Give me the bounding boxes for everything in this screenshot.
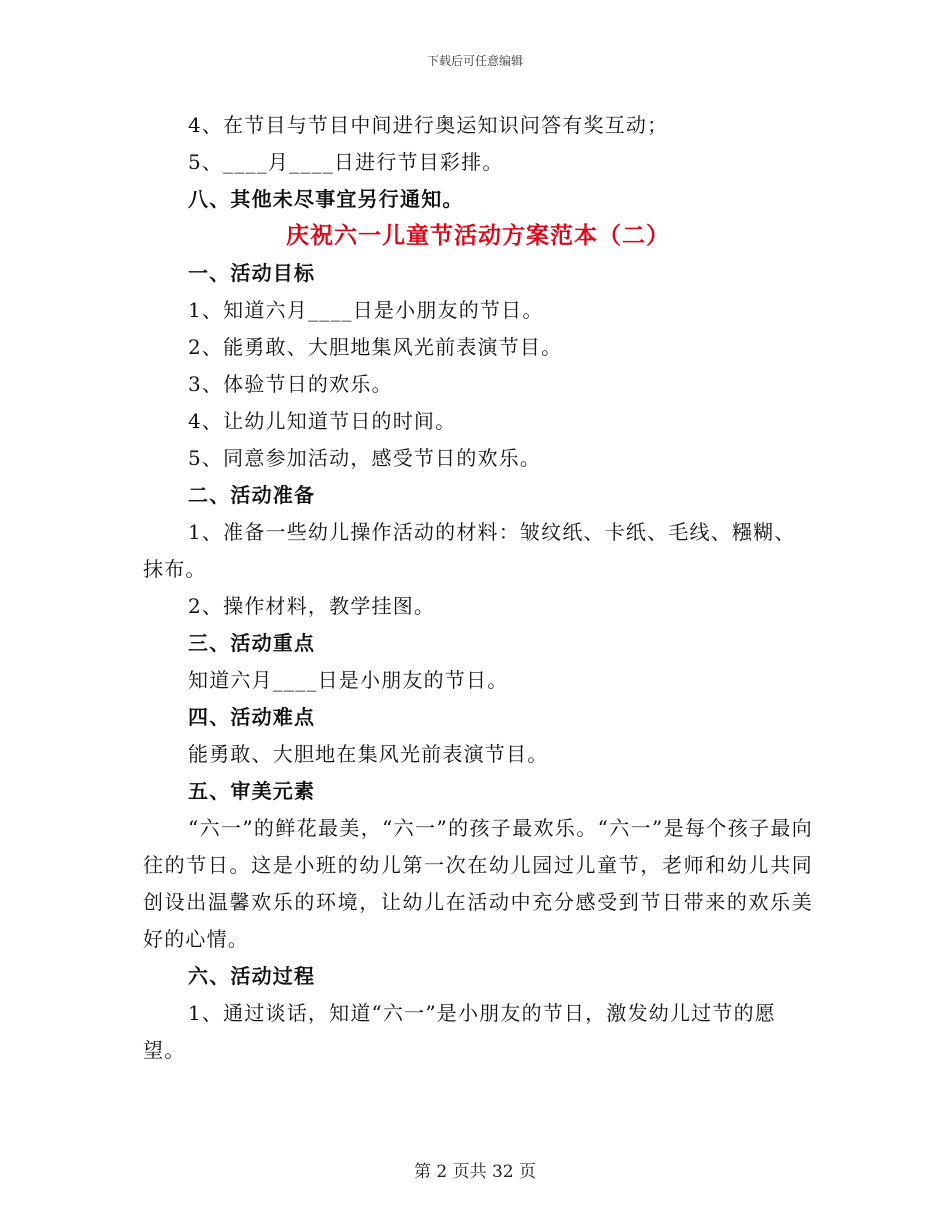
list-item: 5、同意参加活动，感受节日的欢乐。 (188, 446, 542, 470)
list-item: 3、体验节日的欢乐。 (188, 372, 393, 396)
paragraph: 能勇敢、大胆地在集风光前表演节目。 (188, 742, 549, 766)
list-item: 4、让幼儿知道节日的时间。 (188, 409, 457, 433)
document-body (143, 107, 813, 1069)
document-title: 庆祝六一儿童节活动方案范本（二） (286, 223, 670, 249)
section-heading: 一、活动目标 (188, 261, 316, 285)
page-footer: 第 2 页共 32 页 (413, 1162, 537, 1182)
list-item: 2、操作材料，教学挂图。 (188, 594, 436, 618)
section-heading: 三、活动重点 (188, 631, 316, 655)
section-heading: 五、审美元素 (188, 779, 316, 803)
list-item: 4、在节目与节目中间进行奥运知识问答有奖互动； (188, 113, 669, 137)
list-item: 2、能勇敢、大胆地集风光前表演节目。 (188, 335, 563, 359)
section-heading: 六、活动过程 (188, 964, 316, 988)
list-item: 1、通过谈话，知道“六一”是小朋友的节日，激发幼儿过节的愿望。 (143, 1001, 776, 1062)
paragraph: “六一”的鲜花最美，“六一”的孩子最欢乐。“六一”是每个孩子最向往的节日。这是小班的幼儿第一次在幼儿园过儿童节，老师和幼儿共同创设出温馨欢乐的环境，让幼儿在活动中充分感受到节日带来的欢乐美好的心情。 (143, 816, 813, 951)
list-item: 1、准备一些幼儿操作活动的材料：皱纹纸、卡纸、毛线、糨糊、抹布。 (143, 520, 796, 581)
list-item: 5、____月____日进行节目彩排。 (188, 150, 504, 174)
section-heading: 八、其他未尽事宜另行通知。 (188, 187, 464, 211)
paragraph: 知道六月____日是小朋友的节日。 (188, 668, 509, 692)
page-header: 下载后可任意编辑 (426, 54, 523, 68)
section-heading: 四、活动难点 (188, 705, 316, 729)
section-heading: 二、活动准备 (188, 483, 316, 507)
list-item: 1、知道六月____日是小朋友的节日。 (188, 298, 544, 322)
